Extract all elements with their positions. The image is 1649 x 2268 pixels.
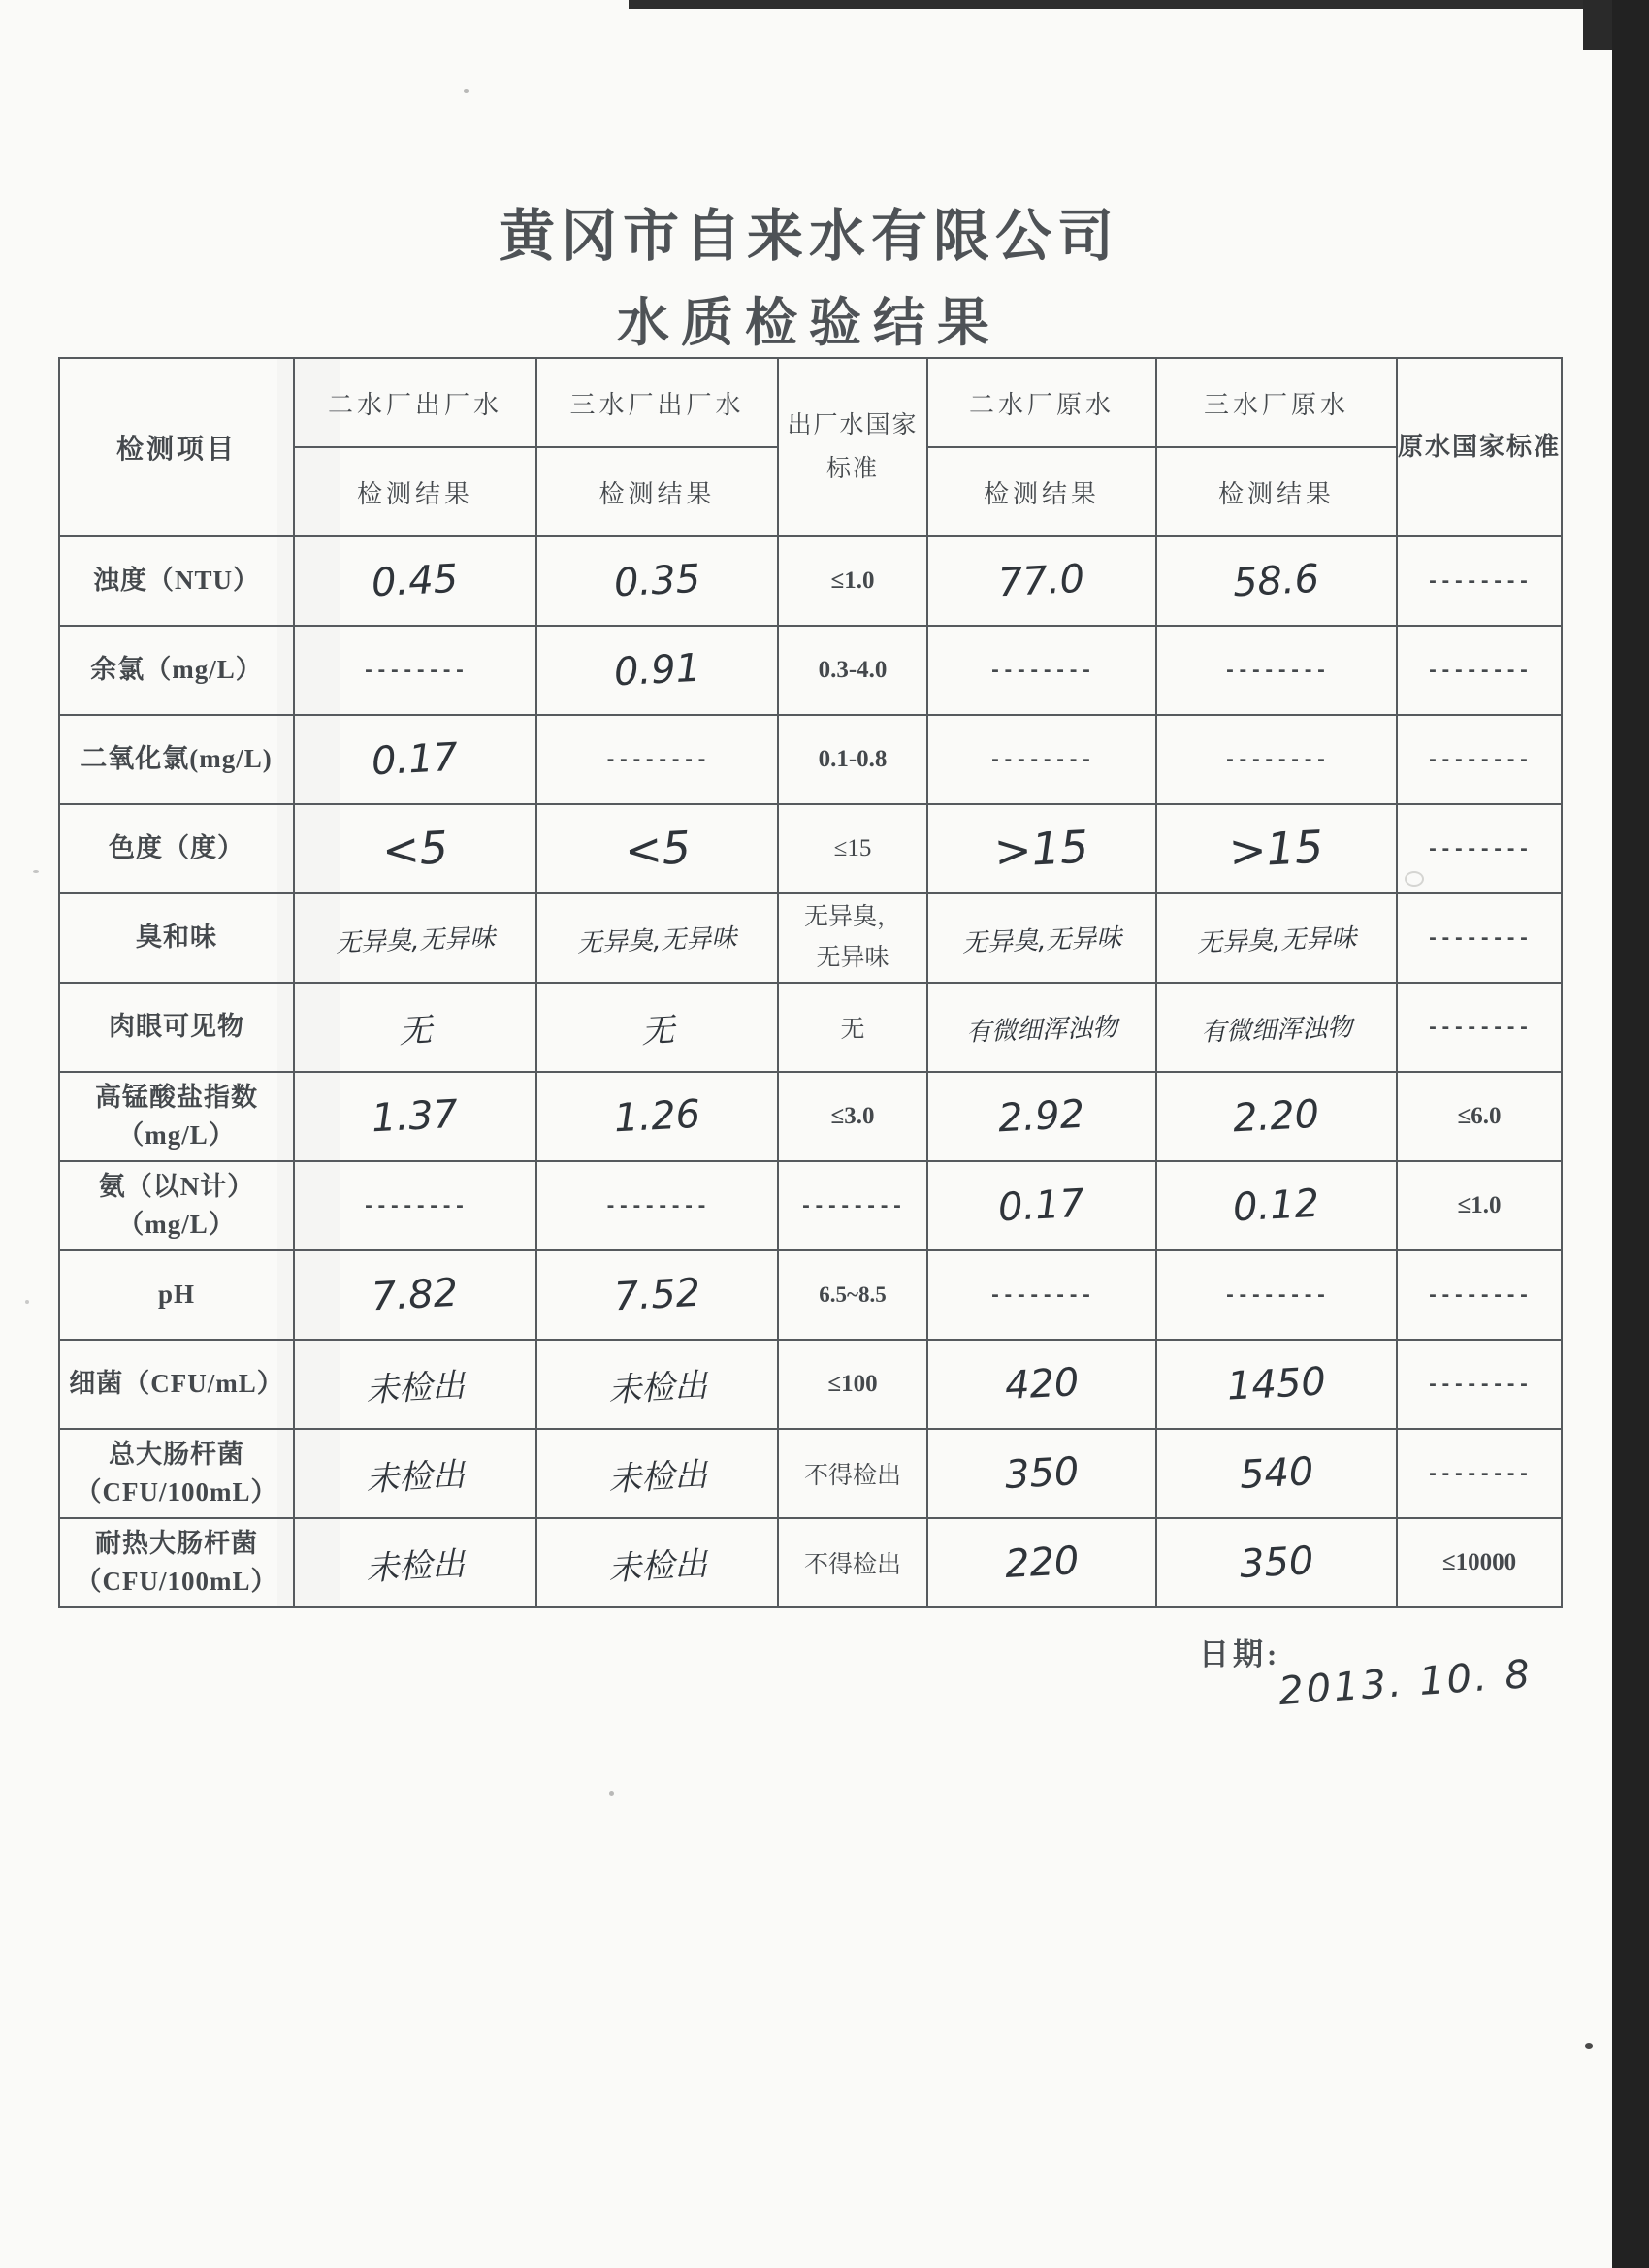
item-cell <box>59 536 294 626</box>
handwritten-value: 0.35 <box>612 556 702 606</box>
item-cell <box>59 804 294 893</box>
result-plant3-raw: -------- <box>1156 626 1397 715</box>
standard-out-cell: ≤15 <box>778 804 927 893</box>
item-label: 二氧化氯(mg/L) <box>81 744 273 774</box>
item-label: 耐热大肠杆菌 <box>95 1528 258 1558</box>
row-ph <box>59 1250 1562 1340</box>
handwritten-value: 未检出 <box>365 1365 467 1410</box>
row-odor-and-taste <box>59 893 1562 983</box>
standard-out-cell: 不得检出 <box>778 1518 927 1607</box>
standard-raw-cell: -------- <box>1397 715 1562 804</box>
result-plant3-out <box>536 804 778 893</box>
result-plant2-out <box>294 1518 536 1607</box>
header-row-top <box>59 358 1562 447</box>
handwritten-value: 0.45 <box>371 556 460 606</box>
result-plant2-out: -------- <box>294 1161 536 1250</box>
item-label: 余氯（mg/L） <box>90 655 263 685</box>
item-cell <box>59 1072 294 1161</box>
header-plant3-outlet: 三水厂出厂水 <box>536 358 778 447</box>
company-title: 黄冈市自来水有限公司 <box>498 205 1120 268</box>
row-residual-chlorine <box>59 626 1562 715</box>
handwritten-value: 未检出 <box>365 1454 467 1500</box>
standard-raw-cell: -------- <box>1397 1429 1562 1518</box>
water-quality-table <box>58 357 1563 1608</box>
result-plant3-out <box>536 536 778 626</box>
result-plant2-out <box>294 893 536 983</box>
row-turbidity <box>59 536 1562 626</box>
handwritten-value: <5 <box>623 821 692 877</box>
result-plant3-out <box>536 1250 778 1340</box>
handwritten-value: 无异臭,无异味 <box>576 923 738 958</box>
standard-out-cell: ≤3.0 <box>778 1072 927 1161</box>
standard-raw-cell: -------- <box>1397 1250 1562 1340</box>
result-plant3-raw <box>1156 1161 1397 1250</box>
standard-out-cell: 0.3-4.0 <box>778 626 927 715</box>
row-visible-matter <box>59 983 1562 1072</box>
result-plant2-raw: -------- <box>927 715 1156 804</box>
handwritten-value: 7.52 <box>612 1270 702 1320</box>
result-plant2-raw <box>927 1340 1156 1429</box>
result-plant2-raw <box>927 983 1156 1072</box>
result-plant2-out <box>294 536 536 626</box>
handwritten-value: 0.91 <box>612 645 702 696</box>
result-plant3-raw: -------- <box>1156 1250 1397 1340</box>
handwritten-value: 1.37 <box>371 1091 460 1142</box>
result-plant2-raw: -------- <box>927 1250 1156 1340</box>
handwritten-value: 350 <box>1238 1539 1315 1587</box>
result-plant3-raw: -------- <box>1156 715 1397 804</box>
item-label: pH <box>157 1280 196 1310</box>
standard-out-cell: -------- <box>778 1161 927 1250</box>
handwritten-value: 无异臭,无异味 <box>335 923 496 958</box>
item-label: 肉眼可见物 <box>109 1012 244 1042</box>
row-chlorine-dioxide <box>59 715 1562 804</box>
header-raw-national-standard: 原水国家标准 <box>1397 358 1562 536</box>
result-plant2-raw <box>927 893 1156 983</box>
handwritten-value: >15 <box>993 820 1090 878</box>
handwritten-value: 无 <box>639 1010 675 1052</box>
result-plant3-raw <box>1156 1429 1397 1518</box>
handwritten-value: 7.82 <box>371 1270 460 1320</box>
result-plant3-raw <box>1156 536 1397 626</box>
handwritten-value: 未检出 <box>606 1454 708 1500</box>
result-plant3-out <box>536 983 778 1072</box>
result-plant3-raw <box>1156 1518 1397 1607</box>
result-plant3-raw <box>1156 804 1397 893</box>
result-plant2-out <box>294 1340 536 1429</box>
date-label: 日期: <box>1199 1637 1281 1671</box>
result-plant3-raw <box>1156 983 1397 1072</box>
result-plant2-out <box>294 1250 536 1340</box>
standard-out-cell: ≤1.0 <box>778 536 927 626</box>
item-label-line2: （mg/L） <box>117 1210 236 1239</box>
standard-raw-cell: -------- <box>1397 626 1562 715</box>
result-plant2-out <box>294 1429 536 1518</box>
item-label-line2: （CFU/100mL） <box>75 1477 278 1507</box>
header-result-label: 检测结果 <box>536 447 778 536</box>
result-plant3-out: -------- <box>536 1161 778 1250</box>
item-cell <box>59 1518 294 1607</box>
standard-out-cell: ≤100 <box>778 1340 927 1429</box>
handwritten-value: 77.0 <box>997 556 1086 606</box>
handwritten-value: 0.17 <box>997 1181 1086 1231</box>
handwritten-value: 有微细浑浊物 <box>965 1012 1118 1048</box>
handwritten-value: 350 <box>1003 1449 1081 1498</box>
handwritten-value: 540 <box>1238 1449 1315 1498</box>
standard-raw-cell: ≤10000 <box>1397 1518 1562 1607</box>
row-thermotolerant-coliform <box>59 1518 1562 1607</box>
item-label: 氨（以N计） <box>98 1171 255 1201</box>
standard-out-cell: 不得检出 <box>778 1429 927 1518</box>
item-label-line2: （CFU/100mL） <box>75 1567 278 1596</box>
result-plant3-raw <box>1156 1072 1397 1161</box>
scan-speck <box>1585 2043 1593 2049</box>
standard-out-cell: 6.5~8.5 <box>778 1250 927 1340</box>
scan-speck <box>464 89 469 93</box>
item-label: 高锰酸盐指数 <box>95 1082 258 1112</box>
handwritten-value: 无异臭,无异味 <box>1196 923 1357 958</box>
header-outlet-national-standard: 出厂水国家标准 <box>778 358 927 536</box>
report-title: 水质检验结果 <box>617 294 1001 352</box>
handwritten-value: 2.92 <box>997 1091 1086 1142</box>
item-label-line2: （mg/L） <box>117 1120 236 1150</box>
result-plant2-out <box>294 983 536 1072</box>
result-plant3-out <box>536 1429 778 1518</box>
result-plant3-out <box>536 893 778 983</box>
row-ammonia-nitrogen <box>59 1161 1562 1250</box>
header-result-label: 检测结果 <box>294 447 536 536</box>
item-label: 浊度（NTU） <box>92 566 260 596</box>
result-plant3-out: -------- <box>536 715 778 804</box>
standard-raw-cell: -------- <box>1397 804 1562 893</box>
handwritten-value: 未检出 <box>365 1543 467 1589</box>
result-plant2-out: -------- <box>294 626 536 715</box>
handwritten-value: 1450 <box>1225 1359 1328 1409</box>
handwritten-value: 420 <box>1003 1360 1081 1409</box>
result-plant2-raw <box>927 1072 1156 1161</box>
result-plant3-out <box>536 1518 778 1607</box>
handwritten-value: <5 <box>380 821 450 877</box>
standard-raw-cell: -------- <box>1397 893 1562 983</box>
result-plant3-out <box>536 626 778 715</box>
row-chroma <box>59 804 1562 893</box>
scanner-edge-right <box>1612 0 1649 2268</box>
standard-out-cell: 无 <box>778 983 927 1072</box>
result-plant2-out <box>294 1072 536 1161</box>
result-plant2-raw: -------- <box>927 626 1156 715</box>
item-cell <box>59 1250 294 1340</box>
handwritten-value: 未检出 <box>606 1365 708 1410</box>
standard-out-cell: 0.1-0.8 <box>778 715 927 804</box>
handwritten-value: 有微细浑浊物 <box>1200 1012 1353 1048</box>
handwritten-value: 0.12 <box>1232 1181 1321 1231</box>
handwritten-value: 未检出 <box>606 1543 708 1589</box>
result-plant3-out <box>536 1340 778 1429</box>
standard-raw-cell: -------- <box>1397 536 1562 626</box>
item-cell <box>59 983 294 1072</box>
result-plant3-out <box>536 1072 778 1161</box>
handwritten-value: 无 <box>398 1010 434 1052</box>
item-cell <box>59 1161 294 1250</box>
standard-raw-cell: ≤1.0 <box>1397 1161 1562 1250</box>
header-plant3-raw: 三水厂原水 <box>1156 358 1397 447</box>
item-cell <box>59 1429 294 1518</box>
scan-speck <box>609 1791 614 1796</box>
item-label: 色度（度） <box>109 833 244 863</box>
scan-speck <box>33 870 39 873</box>
row-total-coliform <box>59 1429 1562 1518</box>
standard-raw-cell: ≤6.0 <box>1397 1072 1562 1161</box>
result-plant2-raw <box>927 1429 1156 1518</box>
item-label: 细菌（CFU/mL） <box>69 1369 284 1399</box>
result-plant3-raw <box>1156 1340 1397 1429</box>
handwritten-value: 0.17 <box>371 734 460 785</box>
handwritten-value: >15 <box>1228 820 1325 878</box>
result-plant2-out <box>294 804 536 893</box>
header-result-label: 检测结果 <box>927 447 1156 536</box>
item-cell <box>59 1340 294 1429</box>
handwritten-value: 1.26 <box>612 1091 702 1142</box>
item-cell <box>59 893 294 983</box>
row-permanganate-index <box>59 1072 1562 1161</box>
result-plant2-raw <box>927 1518 1156 1607</box>
standard-out-cell: 无异臭，无异味 <box>778 893 927 983</box>
scanner-edge-top <box>629 0 1612 9</box>
handwritten-value: 58.6 <box>1232 556 1321 606</box>
scan-speck <box>25 1300 29 1304</box>
header-plant2-raw: 二水厂原水 <box>927 358 1156 447</box>
result-plant2-raw <box>927 536 1156 626</box>
item-cell <box>59 626 294 715</box>
result-plant2-out <box>294 715 536 804</box>
header-item-column: 检测项目 <box>59 358 294 536</box>
standard-raw-cell: -------- <box>1397 983 1562 1072</box>
result-plant2-raw <box>927 804 1156 893</box>
item-label: 臭和味 <box>136 923 217 953</box>
result-plant2-raw <box>927 1161 1156 1250</box>
header-result-label: 检测结果 <box>1156 447 1397 536</box>
item-label: 总大肠杆菌 <box>109 1439 244 1469</box>
handwritten-value: 2.20 <box>1232 1091 1321 1142</box>
result-plant3-raw <box>1156 893 1397 983</box>
header-plant2-outlet: 二水厂出厂水 <box>294 358 536 447</box>
handwritten-date: 2013. 10. 8 <box>1277 1651 1535 1715</box>
item-cell <box>59 715 294 804</box>
handwritten-value: 220 <box>1003 1539 1081 1587</box>
row-bacteria <box>59 1340 1562 1429</box>
handwritten-value: 无异臭,无异味 <box>961 923 1122 958</box>
scanner-edge-corner <box>1583 0 1612 50</box>
standard-raw-cell: -------- <box>1397 1340 1562 1429</box>
